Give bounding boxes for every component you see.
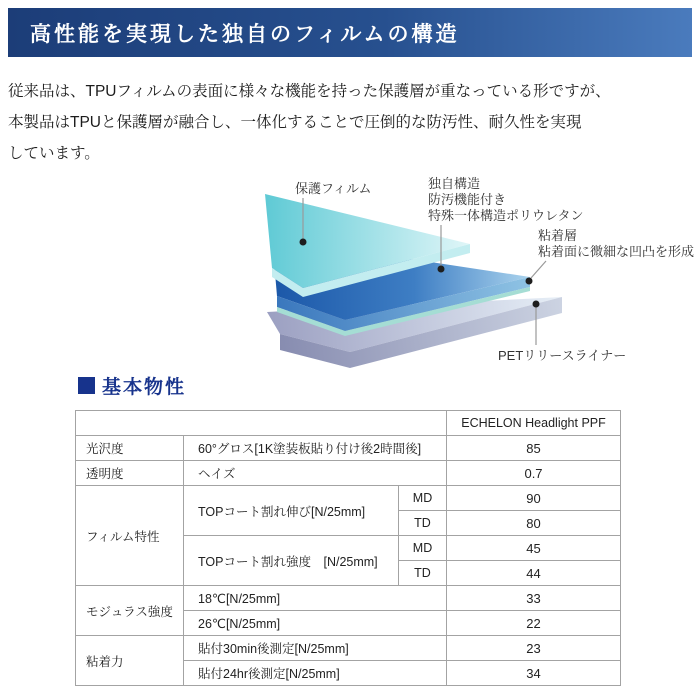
table-row	[76, 486, 621, 511]
page-title-band	[8, 8, 692, 57]
test-cell: 60°グロス[1K塗装板貼り付け後2時間後]	[184, 436, 447, 461]
value-cell: 90	[447, 486, 621, 511]
table-row	[76, 636, 621, 661]
intro-text	[8, 76, 696, 169]
basic-properties-table	[75, 410, 621, 686]
direction-cell: MD	[399, 486, 447, 511]
label-protective-film: 保護フィルム	[295, 181, 372, 196]
film-layers-illustration	[230, 175, 700, 370]
label-unique-structure-2: 防汚機能付き	[428, 192, 507, 207]
value-cell: 23	[447, 636, 621, 661]
value-cell: 45	[447, 536, 621, 561]
page-title: 高性能を実現した独自のフィルムの構造	[30, 22, 460, 46]
direction-cell: TD	[399, 561, 447, 586]
header-diagonal-cell	[76, 411, 447, 436]
dot-adhesive-layer	[526, 278, 533, 285]
callout-adhesive-layer	[526, 228, 695, 285]
category-cell: 粘着力	[76, 636, 184, 686]
table-header-row	[76, 411, 621, 436]
value-cell: 34	[447, 661, 621, 686]
dot-unique-structure	[438, 266, 445, 273]
test-cell: ヘイズ	[184, 461, 447, 486]
category-cell: 透明度	[76, 461, 184, 486]
value-cell: 85	[447, 436, 621, 461]
value-cell: 80	[447, 511, 621, 536]
value-cell: 44	[447, 561, 621, 586]
intro-line-1: 従来品は、TPUフィルムの表面に様々な機能を持った保護層が重なっている形ですが、	[8, 83, 611, 100]
category-cell: 光沢度	[76, 436, 184, 461]
table-row	[76, 436, 621, 461]
section-marker-square	[78, 377, 95, 394]
section-heading-basic-properties	[78, 372, 186, 399]
label-adhesive-1: 粘着層	[538, 228, 578, 243]
intro-line-2: 本製品はTPUと保護層が融合し、一体化することで圧倒的な防汚性、耐久性を実現	[8, 114, 582, 131]
test-cell: 18℃[N/25mm]	[184, 586, 447, 611]
value-cell: 22	[447, 611, 621, 636]
table-row	[76, 586, 621, 611]
direction-cell: TD	[399, 511, 447, 536]
product-header-cell: ECHELON Headlight PPF	[447, 411, 621, 436]
category-cell: フィルム特性	[76, 486, 184, 586]
basic-properties-table-wrap	[75, 410, 621, 686]
label-unique-structure-3: 特殊一体構造ポリウレタン	[428, 208, 584, 223]
test-cell: TOPコート割れ強度 [N/25mm]	[184, 536, 399, 586]
intro-line-3: しています。	[8, 145, 100, 162]
test-cell: 26℃[N/25mm]	[184, 611, 447, 636]
dot-pet-liner	[533, 301, 540, 308]
test-cell: 貼付30min後測定[N/25mm]	[184, 636, 447, 661]
table-row	[76, 461, 621, 486]
value-cell: 0.7	[447, 461, 621, 486]
label-unique-structure-1: 独自構造	[428, 176, 481, 191]
dot-protective-film	[300, 239, 307, 246]
test-cell: TOPコート割れ伸び[N/25mm]	[184, 486, 399, 536]
label-adhesive-2: 粘着面に微細な凹凸を形成	[538, 244, 695, 259]
test-cell: 貼付24hr後測定[N/25mm]	[184, 661, 447, 686]
direction-cell: MD	[399, 536, 447, 561]
section-title: 基本物性	[102, 377, 187, 398]
value-cell: 33	[447, 586, 621, 611]
label-pet-liner: PETリリースライナー	[498, 348, 627, 363]
film-structure-diagram	[230, 175, 700, 370]
category-cell: モジュラス強度	[76, 586, 184, 636]
